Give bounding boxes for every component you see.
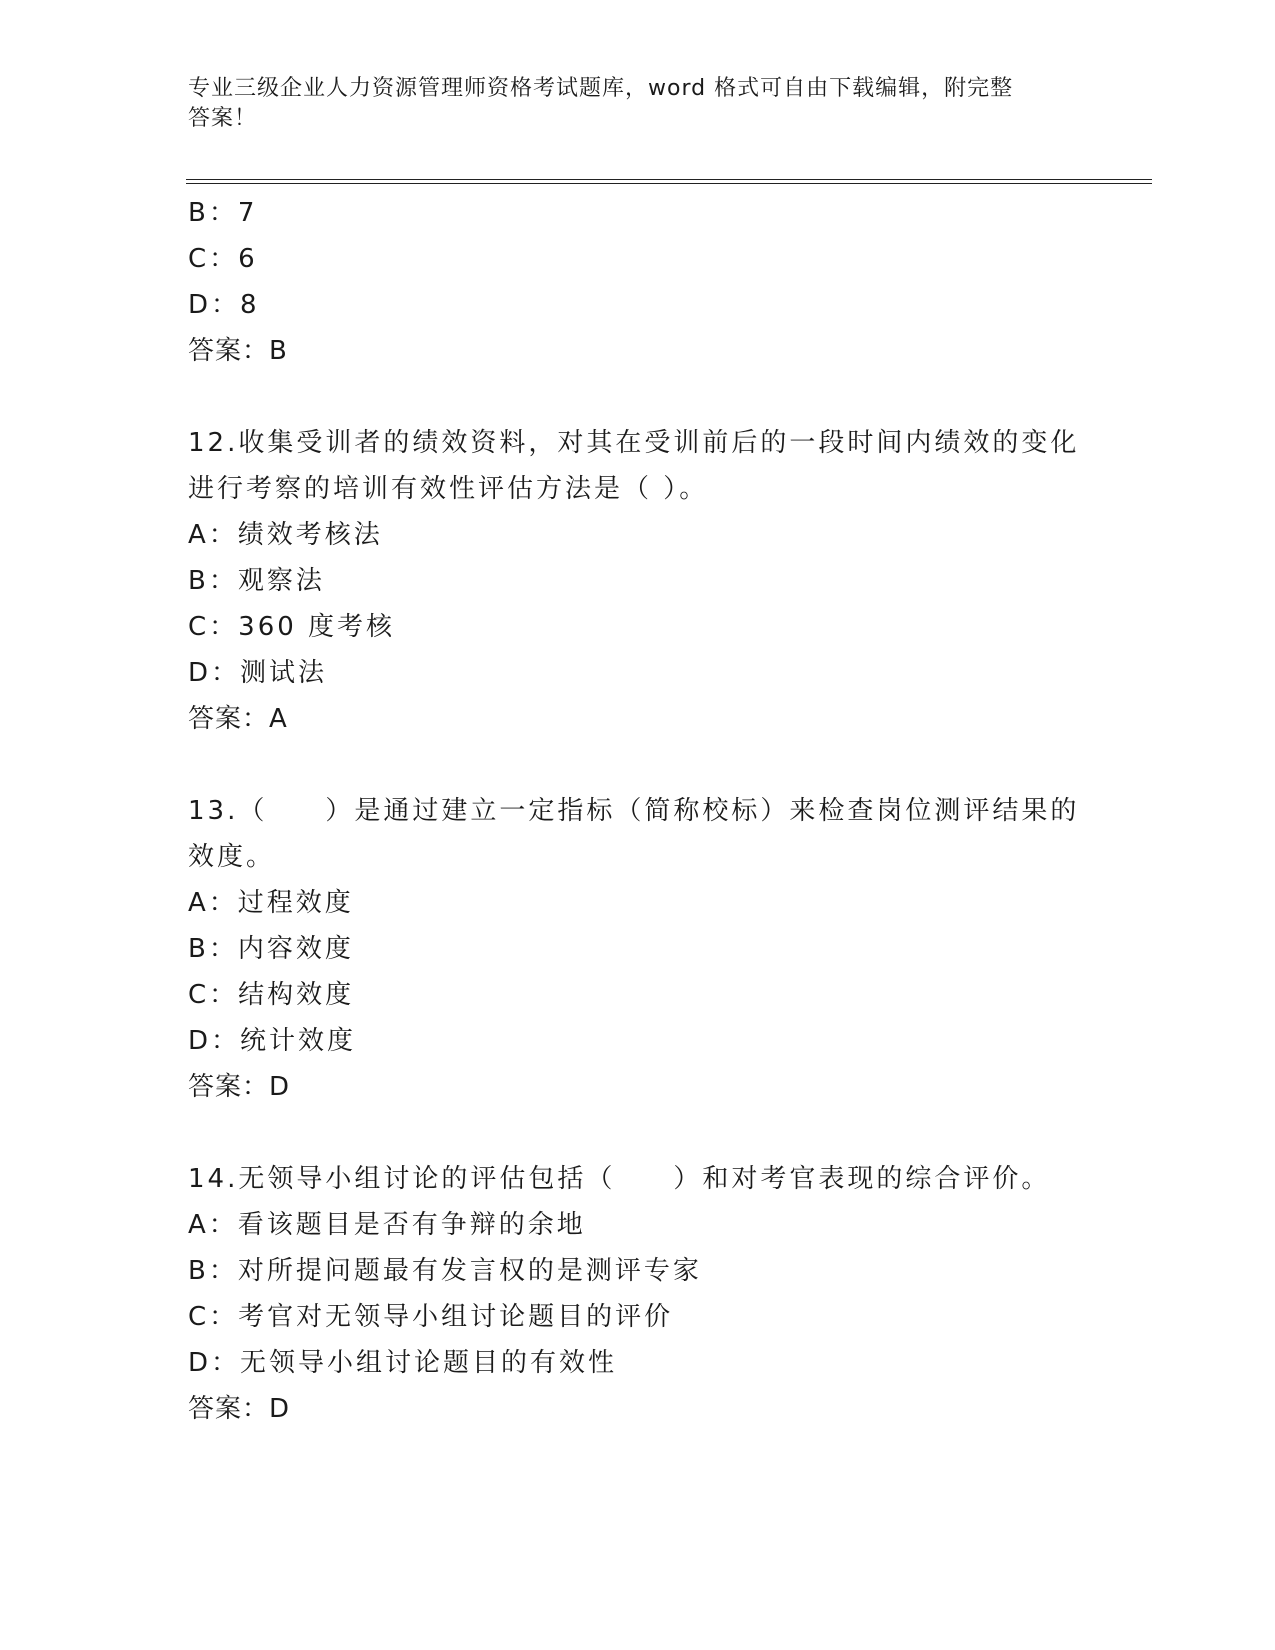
option-text: 对所提问题最有发言权的是测评专家 [237, 1256, 702, 1286]
answer-line [188, 696, 1088, 742]
option-d [188, 1340, 1088, 1386]
page-header [188, 74, 1068, 134]
option-label: C： [188, 244, 239, 274]
option-label: B： [188, 566, 238, 596]
header-line-2: 答案！ [188, 106, 258, 131]
answer-line [188, 1064, 1088, 1110]
question-block-11 [188, 190, 1088, 374]
option-a [188, 512, 1088, 558]
option-text: 内容效度 [237, 934, 354, 964]
option-text: 7 [237, 198, 258, 228]
answer-value: D [269, 1394, 291, 1424]
option-c [188, 972, 1088, 1018]
option-label: D： [188, 290, 241, 320]
header-divider-bottom [186, 183, 1152, 184]
option-text: 绩效考核法 [237, 520, 383, 550]
answer-line [188, 328, 1088, 374]
question-text-line-1: 14.无领导小组讨论的评估包括（ ）和对考官表现的综合评价。 [188, 1164, 1051, 1194]
option-b [188, 926, 1088, 972]
option-text: 结构效度 [238, 980, 355, 1010]
question-text-line-2: 效度。 [188, 842, 276, 872]
header-line-1: 专业三级企业人力资源管理师资格考试题库，word 格式可自由下载编辑，附完整 [188, 76, 1014, 101]
option-label: C： [188, 612, 239, 642]
spacer [188, 1110, 1088, 1156]
option-text: 考官对无领导小组讨论题目的评价 [238, 1302, 674, 1332]
question-text-line-1: 13.（ ）是通过建立一定指标（简称校标）来检查岗位测评结果的 [188, 796, 1080, 826]
question-content [188, 190, 1088, 1432]
option-text: 无领导小组讨论题目的有效性 [240, 1348, 618, 1378]
option-b [188, 558, 1088, 604]
header-divider-top [186, 179, 1152, 180]
option-a [188, 880, 1088, 926]
option-text: 8 [240, 290, 260, 320]
answer-label: 答案： [188, 1394, 270, 1424]
option-label: D： [188, 1348, 241, 1378]
option-text: 看该题目是否有争辩的余地 [237, 1210, 586, 1240]
option-label: B： [188, 1256, 238, 1286]
option-d [188, 282, 1088, 328]
option-c [188, 236, 1088, 282]
answer-label: 答案： [188, 1072, 270, 1102]
option-text: 统计效度 [240, 1026, 357, 1056]
option-label: B： [188, 198, 238, 228]
option-b [188, 190, 1088, 236]
option-d [188, 650, 1088, 696]
option-label: B： [188, 934, 238, 964]
option-label: D： [188, 658, 241, 688]
spacer [188, 374, 1088, 420]
option-text: 过程效度 [237, 888, 354, 918]
option-label: A： [188, 888, 238, 918]
answer-label: 答案： [188, 336, 270, 366]
option-a [188, 1202, 1088, 1248]
option-c [188, 604, 1088, 650]
answer-line [188, 1386, 1088, 1432]
option-text: 观察法 [237, 566, 325, 596]
answer-value: D [269, 1072, 291, 1102]
question-text-line-2: 进行考察的培训有效性评估方法是（ ）。 [188, 474, 709, 504]
question-block-13 [188, 788, 1088, 1110]
option-label: D： [188, 1026, 241, 1056]
option-text: 360 度考核 [238, 612, 396, 642]
option-text: 测试法 [240, 658, 328, 688]
option-d [188, 1018, 1088, 1064]
answer-value: A [269, 704, 288, 734]
answer-value: B [269, 336, 288, 366]
option-label: A： [188, 1210, 238, 1240]
option-label: C： [188, 980, 239, 1010]
question-block-14 [188, 1156, 1088, 1432]
option-b [188, 1248, 1088, 1294]
answer-label: 答案： [188, 704, 270, 734]
option-label: C： [188, 1302, 239, 1332]
option-label: A： [188, 520, 238, 550]
option-c [188, 1294, 1088, 1340]
question-block-12 [188, 420, 1088, 742]
spacer [188, 742, 1088, 788]
question-text-line-1: 12.收集受训者的绩效资料，对其在受训前后的一段时间内绩效的变化 [188, 428, 1080, 458]
option-text: 6 [238, 244, 258, 274]
